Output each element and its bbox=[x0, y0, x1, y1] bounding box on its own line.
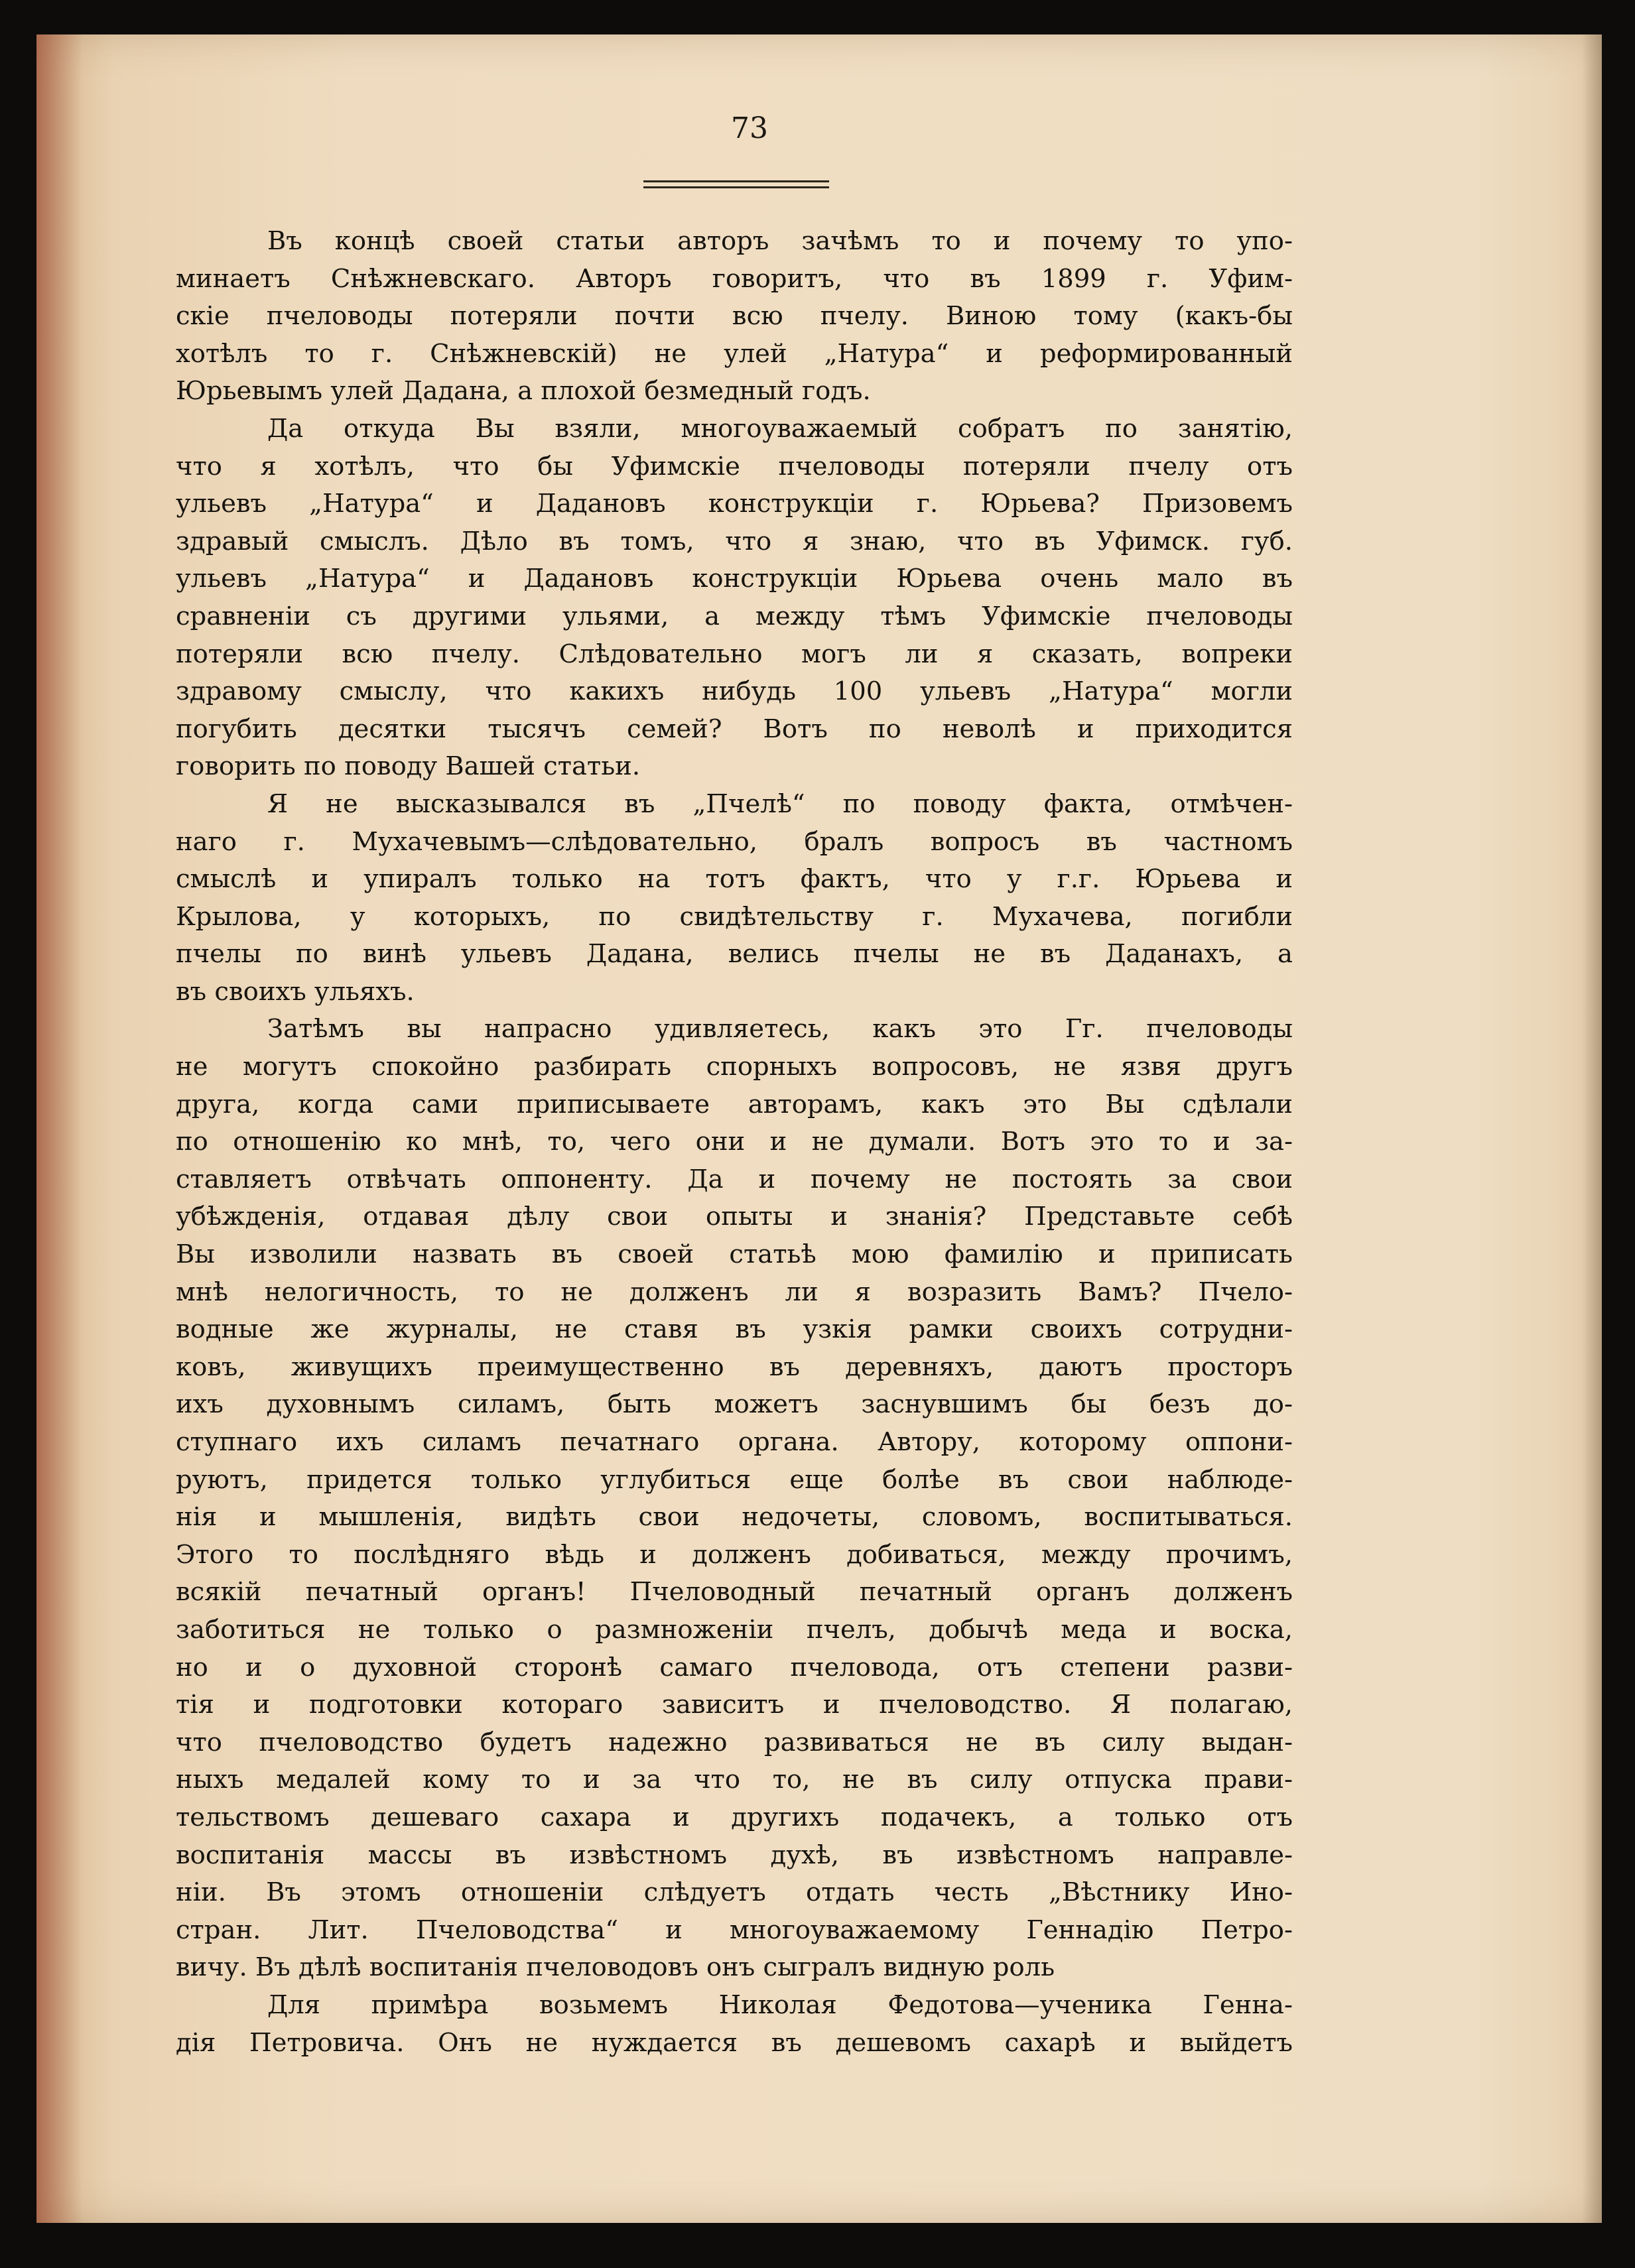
text-line: потеряли всю пчелу. Слѣдовательно могъ ли я сказать, вопреки bbox=[176, 639, 1293, 669]
text-line: что пчеловодство будетъ надежно развиваться не въ силу выдан- bbox=[176, 1727, 1293, 1757]
text-line: воспитанія массы въ извѣстномъ духѣ, въ извѣстномъ направле- bbox=[176, 1840, 1293, 1870]
text-line: стран. Лит. Пчеловодства“ и многоуважаемому Геннадію Петро- bbox=[176, 1915, 1293, 1945]
text-line: заботиться не только о размноженіи пчелъ, добычѣ меда и воска, bbox=[176, 1614, 1293, 1645]
text-line: Затѣмъ вы напрасно удивляетесь, какъ это Гг. пчеловоды bbox=[267, 1014, 1293, 1044]
text-line: ставляетъ отвѣчать оппоненту. Да и почему не постоять за свои bbox=[176, 1164, 1293, 1194]
text-line: друга, когда сами приписываете авторамъ, какъ это Вы сдѣлали bbox=[176, 1089, 1293, 1119]
text-line: по отношенію ко мнѣ, то, чего они и не думали. Вотъ это то и за- bbox=[176, 1127, 1293, 1157]
text-line: Вы изволили назвать въ своей статьѣ мою фамилію и приписать bbox=[176, 1239, 1293, 1270]
text-line: дія Петровича. Онъ не нуждается въ дешевомъ сахарѣ и выйдетъ bbox=[176, 2027, 1293, 2058]
text-line: Юрьевымъ улей Дадана, а плохой безмедный годъ. bbox=[176, 376, 871, 407]
text-line: мнѣ нелогичность, то не долженъ ли я возразить Вамъ? Пчело- bbox=[176, 1277, 1293, 1307]
text-line: наго г. Мухачевымъ—слѣдовательно, бралъ вопросъ въ частномъ bbox=[176, 826, 1293, 857]
text-line: ульевъ „Натура“ и Дадановъ конструкціи г. Юрьева? Призовемъ bbox=[176, 489, 1293, 519]
text-line: смыслѣ и упиралъ только на тотъ фактъ, что у г.г. Юрьева и bbox=[176, 864, 1293, 895]
text-line: водные же журналы, не ставя въ узкія рамки своихъ сотрудни- bbox=[176, 1314, 1293, 1345]
text-line: здравый смыслъ. Дѣло въ томъ, что я знаю, что въ Уфимск. губ. bbox=[176, 526, 1293, 556]
text-line: всякій печатный органъ! Пчеловодный печатный органъ долженъ bbox=[176, 1577, 1293, 1607]
text-line: Этого то послѣдняго вѣдь и долженъ добиваться, между прочимъ, bbox=[176, 1539, 1293, 1570]
text-line: скіе пчеловоды потеряли почти всю пчелу. Виною тому (какъ-бы bbox=[176, 301, 1293, 332]
text-line: сравненіи съ другими ульями, а между тѣмъ Уфимскіе пчеловоды bbox=[176, 601, 1293, 631]
text-line: погубить десятки тысячъ семей? Вотъ по неволѣ и приходится bbox=[176, 714, 1293, 744]
text-line: ковъ, живущихъ преимущественно въ деревняхъ, даютъ просторъ bbox=[176, 1352, 1293, 1382]
text-line: въ своихъ ульяхъ. bbox=[176, 976, 415, 1007]
header-double-rule bbox=[643, 180, 829, 188]
text-line: ніи. Въ этомъ отношеніи слѣдуетъ отдать честь „Вѣстнику Ино- bbox=[176, 1877, 1293, 1908]
text-line: но и о духовной сторонѣ самаго пчеловода, отъ степени разви- bbox=[176, 1652, 1293, 1682]
binding-shadow bbox=[36, 34, 83, 2223]
text-line: что я хотѣлъ, что бы Уфимскіе пчеловоды потеряли пчелу отъ bbox=[176, 451, 1293, 481]
text-line: руютъ, придется только углубиться еще болѣе въ свои наблюде- bbox=[176, 1464, 1293, 1495]
text-line: говорить по поводу Вашей статьи. bbox=[176, 751, 641, 782]
text-line: вичу. Въ дѣлѣ воспитанія пчеловодовъ онъ сыгралъ видную роль bbox=[176, 1952, 1055, 1983]
text-line: Крылова, у которыхъ, по свидѣтельству г. Мухачева, погибли bbox=[176, 901, 1293, 932]
text-line: не могутъ спокойно разбирать спорныхъ вопросовъ, не язвя другъ bbox=[176, 1052, 1293, 1082]
text-line: хотѣлъ то г. Снѣжневскій) не улей „Натура“ и реформированный bbox=[176, 338, 1293, 369]
text-line: нія и мышленія, видѣть свои недочеты, словомъ, воспитываться. bbox=[176, 1502, 1293, 1533]
page-number: 73 bbox=[731, 111, 768, 145]
text-line: Въ концѣ своей статьи авторъ зачѣмъ то и почему то упо- bbox=[267, 226, 1293, 256]
text-line: минаетъ Снѣжневскаго. Авторъ говоритъ, что въ 1899 г. Уфим- bbox=[176, 263, 1293, 294]
text-line: пчелы по винѣ ульевъ Дадана, велись пчелы не въ Даданахъ, а bbox=[176, 939, 1293, 970]
text-line: тія и подготовки котораго зависитъ и пчеловодство. Я полагаю, bbox=[176, 1690, 1293, 1720]
text-line: ульевъ „Натура“ и Дадановъ конструкціи Юрьева очень мало въ bbox=[176, 564, 1293, 594]
text-line: Для примѣра возьмемъ Николая Федотова—ученика Генна- bbox=[267, 1989, 1293, 2020]
text-line: ныхъ медалей кому то и за что то, не въ силу отпуска прави- bbox=[176, 1765, 1293, 1795]
text-line: Я не высказывался въ „Пчелѣ“ по поводу факта, отмѣчен- bbox=[267, 788, 1293, 819]
text-line: тельствомъ дешеваго сахара и другихъ подачекъ, а только отъ bbox=[176, 1802, 1293, 1832]
text-line: ихъ духовнымъ силамъ, быть можетъ заснувшимъ бы безъ до- bbox=[176, 1389, 1293, 1420]
text-line: ступнаго ихъ силамъ печатнаго органа. Автору, которому оппони- bbox=[176, 1427, 1293, 1457]
page-edge-shadow bbox=[1582, 34, 1602, 2223]
body-text bbox=[176, 223, 1293, 2062]
text-line: Да откуда Вы взяли, многоуважаемый собратъ по занятію, bbox=[267, 413, 1293, 444]
text-line: здравому смыслу, что какихъ нибудь 100 ульевъ „Натура“ могли bbox=[176, 676, 1293, 707]
text-line: убѣжденія, отдавая дѣлу свои опыты и знанія? Представьте себѣ bbox=[176, 1202, 1293, 1232]
